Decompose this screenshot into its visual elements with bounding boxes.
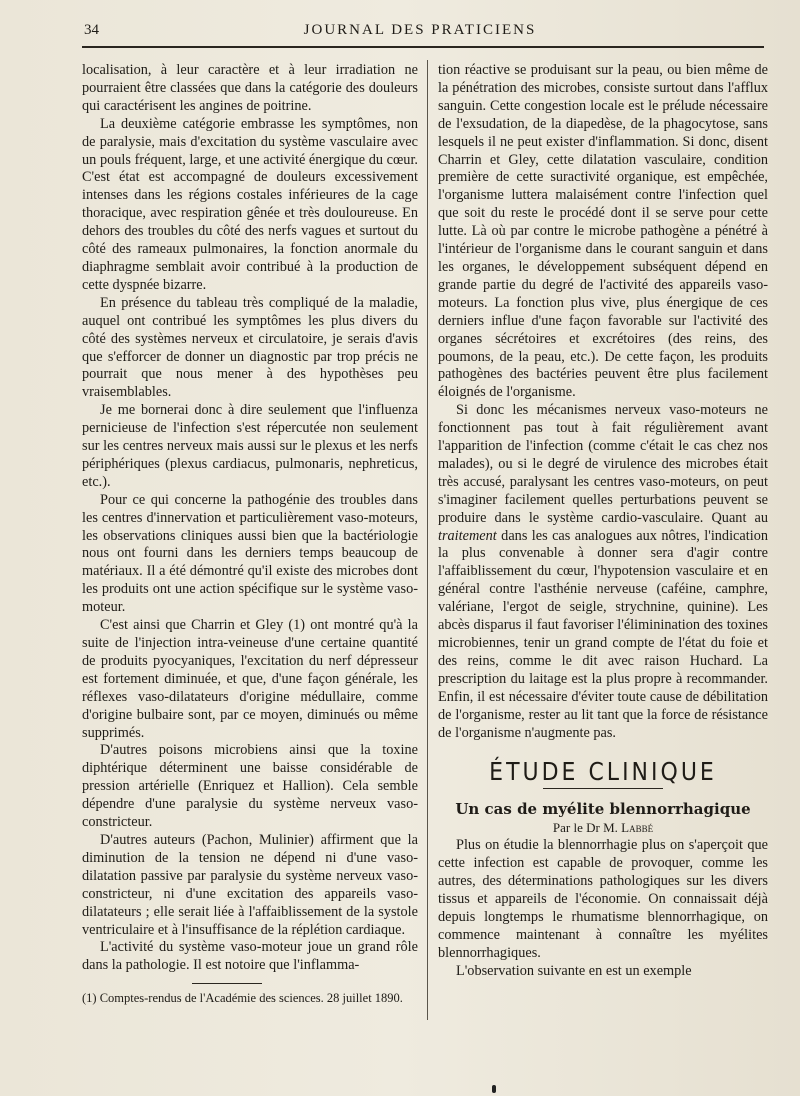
footnote: (1) Comptes-rendus de l'Académie des sciences. 28 juillet 1890.: [82, 991, 403, 1006]
section-rule: [543, 788, 663, 789]
paragraph: La deuxième catégorie embrasse les symptômes, non de paralysie, mais d'excitation du système vasculaire avec un pouls fréquent, large, et une activité énergique du cœur. C'est état est accompagné de douleurs excessivement intenses dans les régions costales inférieures de la cage thoracique, avec respiration gênée et très douloureuse. En dehors des troubles du côté des nerfs vagues et surtout du côté des rameaux pulmonaires, la fonction anormale du diaphragme semblait avoir contribué à la production de cette dyspnée bizarre.: [82, 115, 418, 293]
paragraph: En présence du tableau très compliqué de la maladie, auquel ont contribué les symptômes les plus divers du côté des systèmes nerveux et circulatoire, je serais d'avis que s'efforcer de donner un diagnostic par trop précis ne pourrait que nous mener à des hypothèses peu vraisemblables.: [82, 294, 418, 401]
paragraph-text: Si donc les mécanismes nerveux vaso-moteurs ne fonctionnent pas tout à fait régulièrement avant l'apparition de l'infection (comme c'était le cas chez nos malades), ou si le degré de virulence des microbes était très accusé, paralysant les centres vaso-moteurs, on peut s'imaginer facilement quelles perturbations peuvent se produire dans le système cardio-vasculaire. Quant au: [438, 402, 768, 526]
paragraph: Plus on étudie la blennorrhagie plus on s'aperçoit que cette infection est capable de provoquer, comme les autres, des déterminations pathologiques sur les divers tissus et appareils de l'économie. On connaissait déjà depuis longtemps le rhumatisme blennorrhagique, on commence maintenant à connaître les myélites blennorrhagiques.: [438, 837, 768, 961]
page-number: 34: [84, 22, 99, 38]
journal-title: JOURNAL DES PRATICIENS: [303, 22, 537, 38]
page-header: [70, 22, 770, 44]
article-title: Un cas de myélite blennorrhagique: [455, 800, 751, 819]
paragraph: L'observation suivante en est un exemple: [456, 962, 692, 979]
paragraph: Pour ce qui concerne la pathogénie des troubles dans les centres d'innervation et particulièrement vaso-moteurs, les observations cliniques aussi bien que la bactériologie nous ont fourni dans les derniers temps beaucoup de matériaux. Il a été démontré qu'il existe des microbes dont les produits ont une action spécifique sur le système vaso-moteur.: [82, 491, 418, 616]
paragraph-text: dans les cas analogues aux nôtres, l'indication la plus convenable à donner sera d'agir contre l'affaiblissement du cœur, l'hypotension vasculaire et en général contre l'asthénie nerveuse (caféine, camphre, valériane, l'ergot de seigle, strychnine, quinine). Les abcès disparus il faut favoriser l'éliminination des toxines microbiennes, tenir un grand compte de l'état du foie et des reins, comme le dit avec raison Huchard. La prescription du laitage est la plus propre à recommander. Enfin, il est nécessaire d'éviter toute cause de débilitation de l'organisme, rester au lit tant que la force de résistance de l'organisme n'augmente pas.: [438, 527, 768, 741]
paragraph: L'activité du système vaso-moteur joue un grand rôle dans la pathologie. Il est notoire que l'inflamma-: [82, 939, 418, 974]
ink-mark: [492, 1085, 496, 1093]
column-divider: [427, 60, 428, 1020]
paragraph: [438, 402, 768, 742]
paragraph: D'autres auteurs (Pachon, Mulinier) affirment que la diminution de la tension ne dépend ni d'une vaso-dilatation passive par paralysie du système nerveux vaso-constricteur, ni d'une excitation des appareils vaso-dilatateurs ; elle serait liée à l'affaiblissement de la systole ventriculaire et à l'insuffisance de la réplétion cardiaque.: [82, 831, 418, 938]
article-author: [438, 819, 768, 837]
paragraph: tion réactive se produisant sur la peau, ou bien même de la pénétration des microbes, consiste surtout dans l'afflux sanguin. Cette congestion locale est le prélude nécessaire de l'exsudation, de la diapedèse, de la phagocytose, sans lesquels il ne peut exister d'inflammation. Si donc, disent Charrin et Gley, cette dilatation vasculaire, condition première de cette suractivité organique, est empêchée, l'organisme luttera malaisément contre l'infection quel que soit du reste le procédé dont il se serve pour cette lutte. Là où par contre le microbe pathogène a pénétré à l'intérieur de l'organisme dans le courant sanguin et dans les organes, le développement subséquent dépend en grande partie du degré de l'activité des appareils vaso-moteurs. La fonction plus vive, plus énergique de ces derniers influe d'une façon favorable sur l'activité des organes sécrétoires et excrétoires (des reins, des poumons, de la peau, etc.). De cette façon, les produits pathogènes des bactéries peuvent être plus facilement éloignés de l'organisme.: [438, 62, 768, 401]
author-name: Labbé: [621, 820, 654, 836]
footnote-rule: [192, 983, 262, 984]
author-prefix: Par le Dr M.: [552, 820, 618, 836]
left-column: [82, 62, 418, 1008]
header-rule: [82, 46, 764, 48]
paragraph: localisation, à leur caractère et à leur irradiation ne pourraient être classées que dans la catégorie des douleurs qui caractérisent les angines de poitrine.: [82, 62, 418, 114]
right-column: [438, 62, 768, 980]
paragraph: Je me bornerai donc à dire seulement que l'influenza pernicieuse de l'infection s'est répercutée non seulement sur les centres nerveux mais aussi sur le plexus et les nerfs périphériques (plexus cardiacus, pulmonaris, nephreticus, etc.).: [82, 402, 418, 490]
paragraph: D'autres poisons microbiens ainsi que la toxine diphtérique déterminent une baisse considérable de pression artérielle (Enriquez et Hallion). Cela semble dépendre d'une paralysie du système nerveux vaso-constricteur.: [82, 742, 418, 831]
italic-term: traitement: [438, 527, 497, 544]
paragraph: C'est ainsi que Charrin et Gley (1) ont montré qu'à la suite de l'injection intra-veineuse d'une certaine quantité de produits pyocyaniques, l'excitation du nerf dépresseur est fortement diminuée, et que, d'une façon générale, les réflexes vaso-dilatateurs d'origine médullaire, comme d'origine bulbaire sont, par ce moyen, diminués ou même supprimés.: [82, 617, 418, 741]
section-title: ÉTUDE CLINIQUE: [489, 758, 717, 788]
